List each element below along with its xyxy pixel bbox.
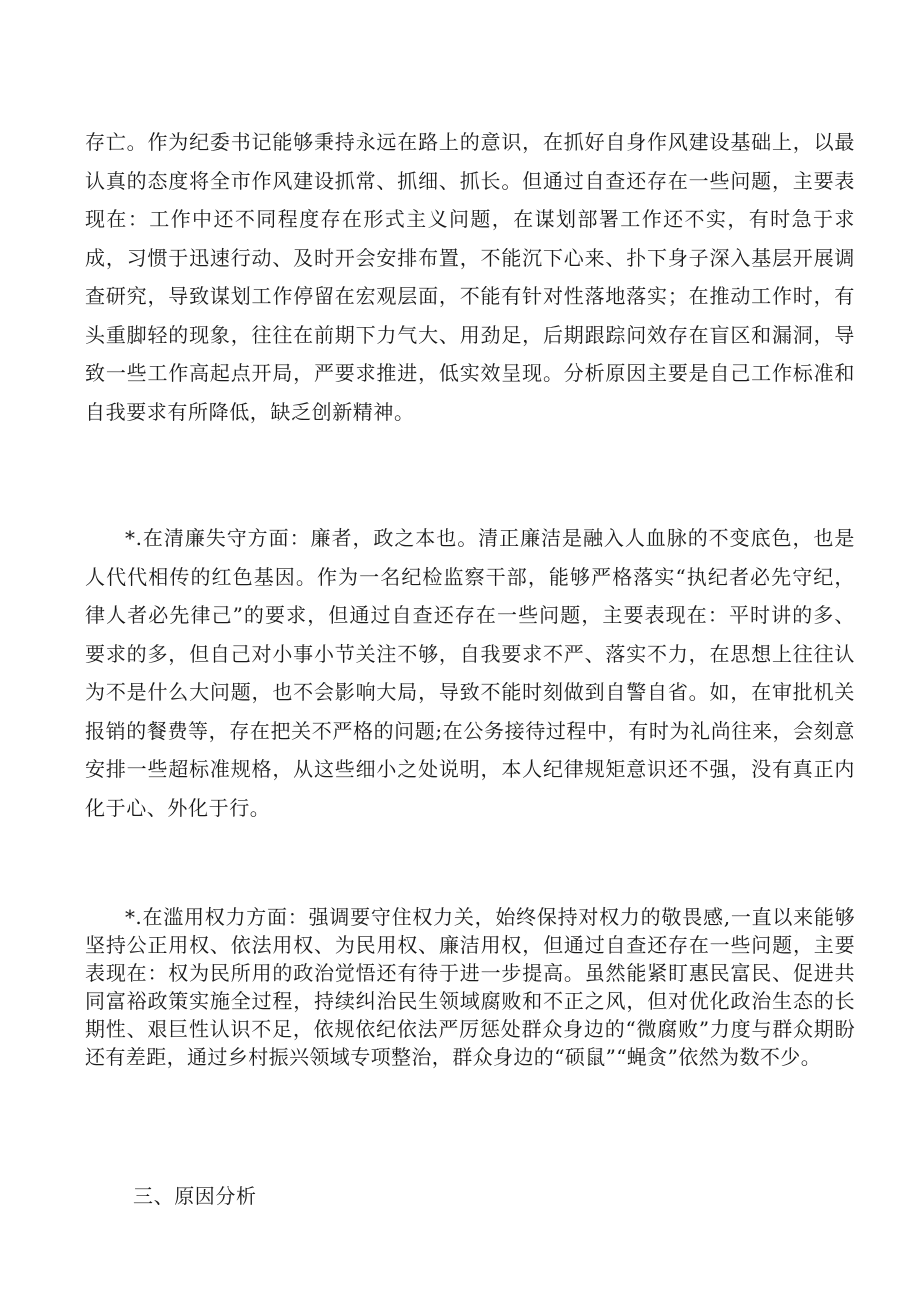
paragraph-integrity: *.在清廉失守方面：廉者，政之本也。清正廉洁是融入人血脉的不变底色，也是人代代相传的红色基因。作为一名纪检监察干部，能够严格落实“执纪者必先守纪，律人者必先律己”的要求，但通过自查还存在一些问题，主要表现在：平时讲的多、要求的多，但自己对小事小节关注不够，自我要求不严、落实不力，在思想上往往认为不是什么大问题，也不会影响大局，导致不能时刻做到自警自省。如，在审批机关报销的餐费等，存在把关不严格的问题;在公务接待过程中，有时为礼尚往来，会刻意安排一些超标准规格，从这些细小之处说明，本人纪律规矩意识还不强，没有真正内化于心、外化于行。 <box>85 526 855 820</box>
section-heading-cause-analysis: 三、原因分析 <box>133 1184 257 1208</box>
paragraph-work-style: 存亡。作为纪委书记能够秉持永远在路上的意识，在抓好自身作风建设基础上，以最认真的态度将全市作风建设抓常、抓细、抓长。但通过自查还存在一些问题，主要表现在：工作中还不同程度存在形式主义问题，在谋划部署工作还不实，有时急于求成，习惯于迅速行动、及时开会安排布置，不能沉下心来、扑下身子深入基层开展调查研究，导致谋划工作停留在宏观层面，不能有针对性落地落实；在推动工作时，有头重脚轻的现象，往往在前期下力气大、用劲足，后期跟踪问效存在盲区和漏洞，导致一些工作高起点开局，严要求推进，低实效呈现。分析原因主要是自己工作标准和自我要求有所降低，缺乏创新精神。 <box>85 130 855 424</box>
paragraph-power-abuse: *.在滥用权力方面：强调要守住权力关，始终保持对权力的敬畏感,一直以来能够坚持公正用权、依法用权、为民用权、廉洁用权，但通过自查还存在一些问题，主要表现在：权为民所用的政治觉悟还有待于进一步提高。虽然能紧盯惠民富民、促进共同富裕政策实施全过程，持续纠治民生领域腐败和不正之风，但对优化政治生态的长期性、艰巨性认识不足，依规依纪依法严厉惩处群众身边的“微腐败”力度与群众期盼还有差距，通过乡村振兴领域专项整治，群众身边的“硕鼠”“蝇贪”依然为数不少。 <box>85 905 855 1069</box>
